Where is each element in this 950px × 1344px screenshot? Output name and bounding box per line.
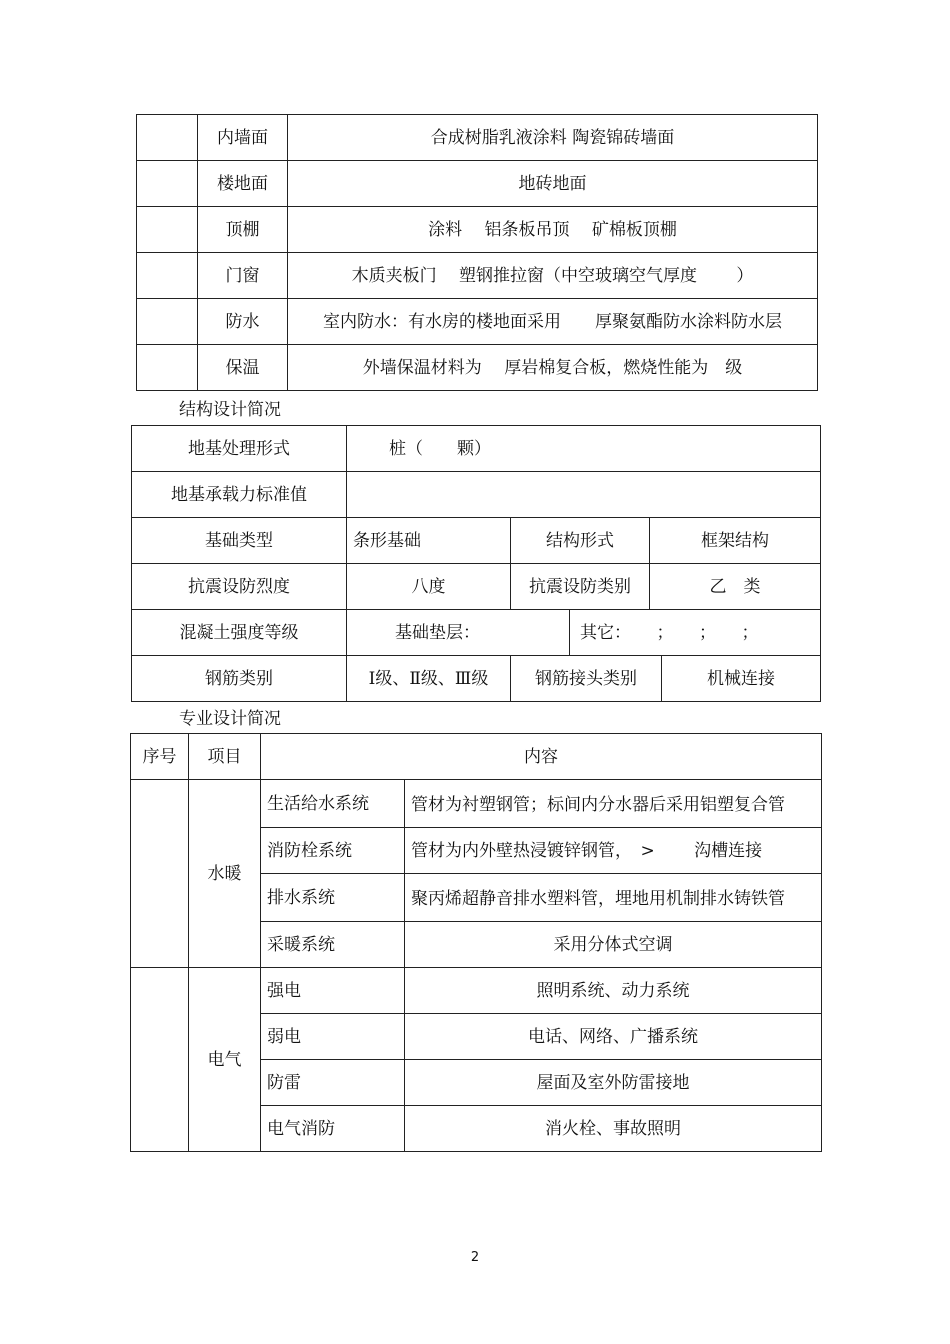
- foundation-cushion: 基础垫层：: [347, 610, 570, 656]
- table-row: [137, 161, 818, 207]
- foundation-treatment-value: 桩（ 颗）: [347, 426, 821, 472]
- structure-form-label: 结构形式: [511, 518, 650, 564]
- seismic-intensity-label: 抗震设防烈度: [132, 564, 347, 610]
- finishes-blank-cell: [137, 299, 198, 345]
- hvac-group-label: 水暖: [189, 780, 261, 968]
- system-name: 消防栓系统: [261, 828, 405, 874]
- table-row: [137, 207, 818, 253]
- system-content: 管材为内外壁热浸镀锌钢管， > 沟槽连接: [405, 828, 822, 874]
- system-name: 电气消防: [261, 1106, 405, 1152]
- finishes-content: 合成树脂乳液涂料 陶瓷锦砖墙面: [288, 115, 818, 161]
- seismic-category-value: 乙 类: [650, 564, 821, 610]
- finishes-content: 木质夹板门 塑钢推拉窗（中空玻璃空气厚度 ）: [288, 253, 818, 299]
- rebar-type-label: 钢筋类别: [132, 656, 347, 702]
- table-row: [131, 780, 822, 828]
- system-name: 弱电: [261, 1014, 405, 1060]
- finishes-content: 地砖地面: [288, 161, 818, 207]
- table-row: [132, 472, 821, 518]
- table-row: [132, 426, 821, 472]
- foundation-type-label: 基础类型: [132, 518, 347, 564]
- rebar-joint-label: 钢筋接头类别: [511, 656, 662, 702]
- system-name: 防雷: [261, 1060, 405, 1106]
- finishes-content: 外墙保温材料为 厚岩棉复合板，燃烧性能为 级: [288, 345, 818, 391]
- professional-table: [130, 733, 822, 1152]
- finishes-content: 室内防水：有水房的楼地面采用 厚聚氨酯防水涂料防水层: [288, 299, 818, 345]
- finishes-label: 楼地面: [198, 161, 288, 207]
- structure-heading: 结构设计简况: [179, 400, 281, 420]
- table-row: [132, 656, 821, 702]
- foundation-type-value: 条形基础: [347, 518, 511, 564]
- col-content-header: 内容: [261, 734, 822, 780]
- finishes-blank-cell: [137, 253, 198, 299]
- col-item-header: 项目: [189, 734, 261, 780]
- finishes-label: 顶棚: [198, 207, 288, 253]
- table-row: [131, 734, 822, 780]
- rebar-joint-value: 机械连接: [662, 656, 821, 702]
- system-content: 聚丙烯超静音排水塑料管，埋地用机制排水铸铁管: [405, 874, 822, 922]
- system-name: 排水系统: [261, 874, 405, 922]
- finishes-blank-cell: [137, 115, 198, 161]
- concrete-grade-label: 混凝土强度等级: [132, 610, 347, 656]
- table-row: [131, 968, 822, 1014]
- finishes-label: 保温: [198, 345, 288, 391]
- finishes-label: 门窗: [198, 253, 288, 299]
- col-seq-header: 序号: [131, 734, 189, 780]
- bearing-capacity-label: 地基承载力标准值: [132, 472, 347, 518]
- seismic-category-label: 抗震设防类别: [511, 564, 650, 610]
- finishes-blank-cell: [137, 345, 198, 391]
- finishes-blank-cell: [137, 207, 198, 253]
- table-row: [137, 253, 818, 299]
- system-content: 照明系统、动力系统: [405, 968, 822, 1014]
- table-row: [132, 518, 821, 564]
- finishes-blank-cell: [137, 161, 198, 207]
- other-specs: 其它： ； ； ；: [570, 610, 821, 656]
- system-name: 生活给水系统: [261, 780, 405, 828]
- foundation-treatment-label: 地基处理形式: [132, 426, 347, 472]
- finishes-label: 防水: [198, 299, 288, 345]
- system-content: 采用分体式空调: [405, 922, 822, 968]
- table-row: [137, 115, 818, 161]
- structure-table: [131, 425, 821, 702]
- hvac-seq-cell: [131, 780, 189, 968]
- professional-heading: 专业设计简况: [179, 709, 281, 729]
- table-row: [132, 564, 821, 610]
- system-content: 管材为衬塑钢管；标间内分水器后采用铝塑复合管: [405, 780, 822, 828]
- table-row: [137, 345, 818, 391]
- page-number: 2: [470, 1250, 480, 1265]
- table-row: [132, 610, 821, 656]
- system-name: 采暖系统: [261, 922, 405, 968]
- finishes-label: 内墙面: [198, 115, 288, 161]
- structure-form-value: 框架结构: [650, 518, 821, 564]
- electrical-group-label: 电气: [189, 968, 261, 1152]
- table-row: [137, 299, 818, 345]
- finishes-content: 涂料 铝条板吊顶 矿棉板顶棚: [288, 207, 818, 253]
- system-content: 屋面及室外防雷接地: [405, 1060, 822, 1106]
- bearing-capacity-value: [347, 472, 821, 518]
- seismic-intensity-value: 八度: [347, 564, 511, 610]
- system-content: 电话、网络、广播系统: [405, 1014, 822, 1060]
- electrical-seq-cell: [131, 968, 189, 1152]
- finishes-table: [136, 114, 818, 391]
- system-content: 消火栓、事故照明: [405, 1106, 822, 1152]
- rebar-type-value: Ⅰ级、Ⅱ级、Ⅲ级: [347, 656, 511, 702]
- system-name: 强电: [261, 968, 405, 1014]
